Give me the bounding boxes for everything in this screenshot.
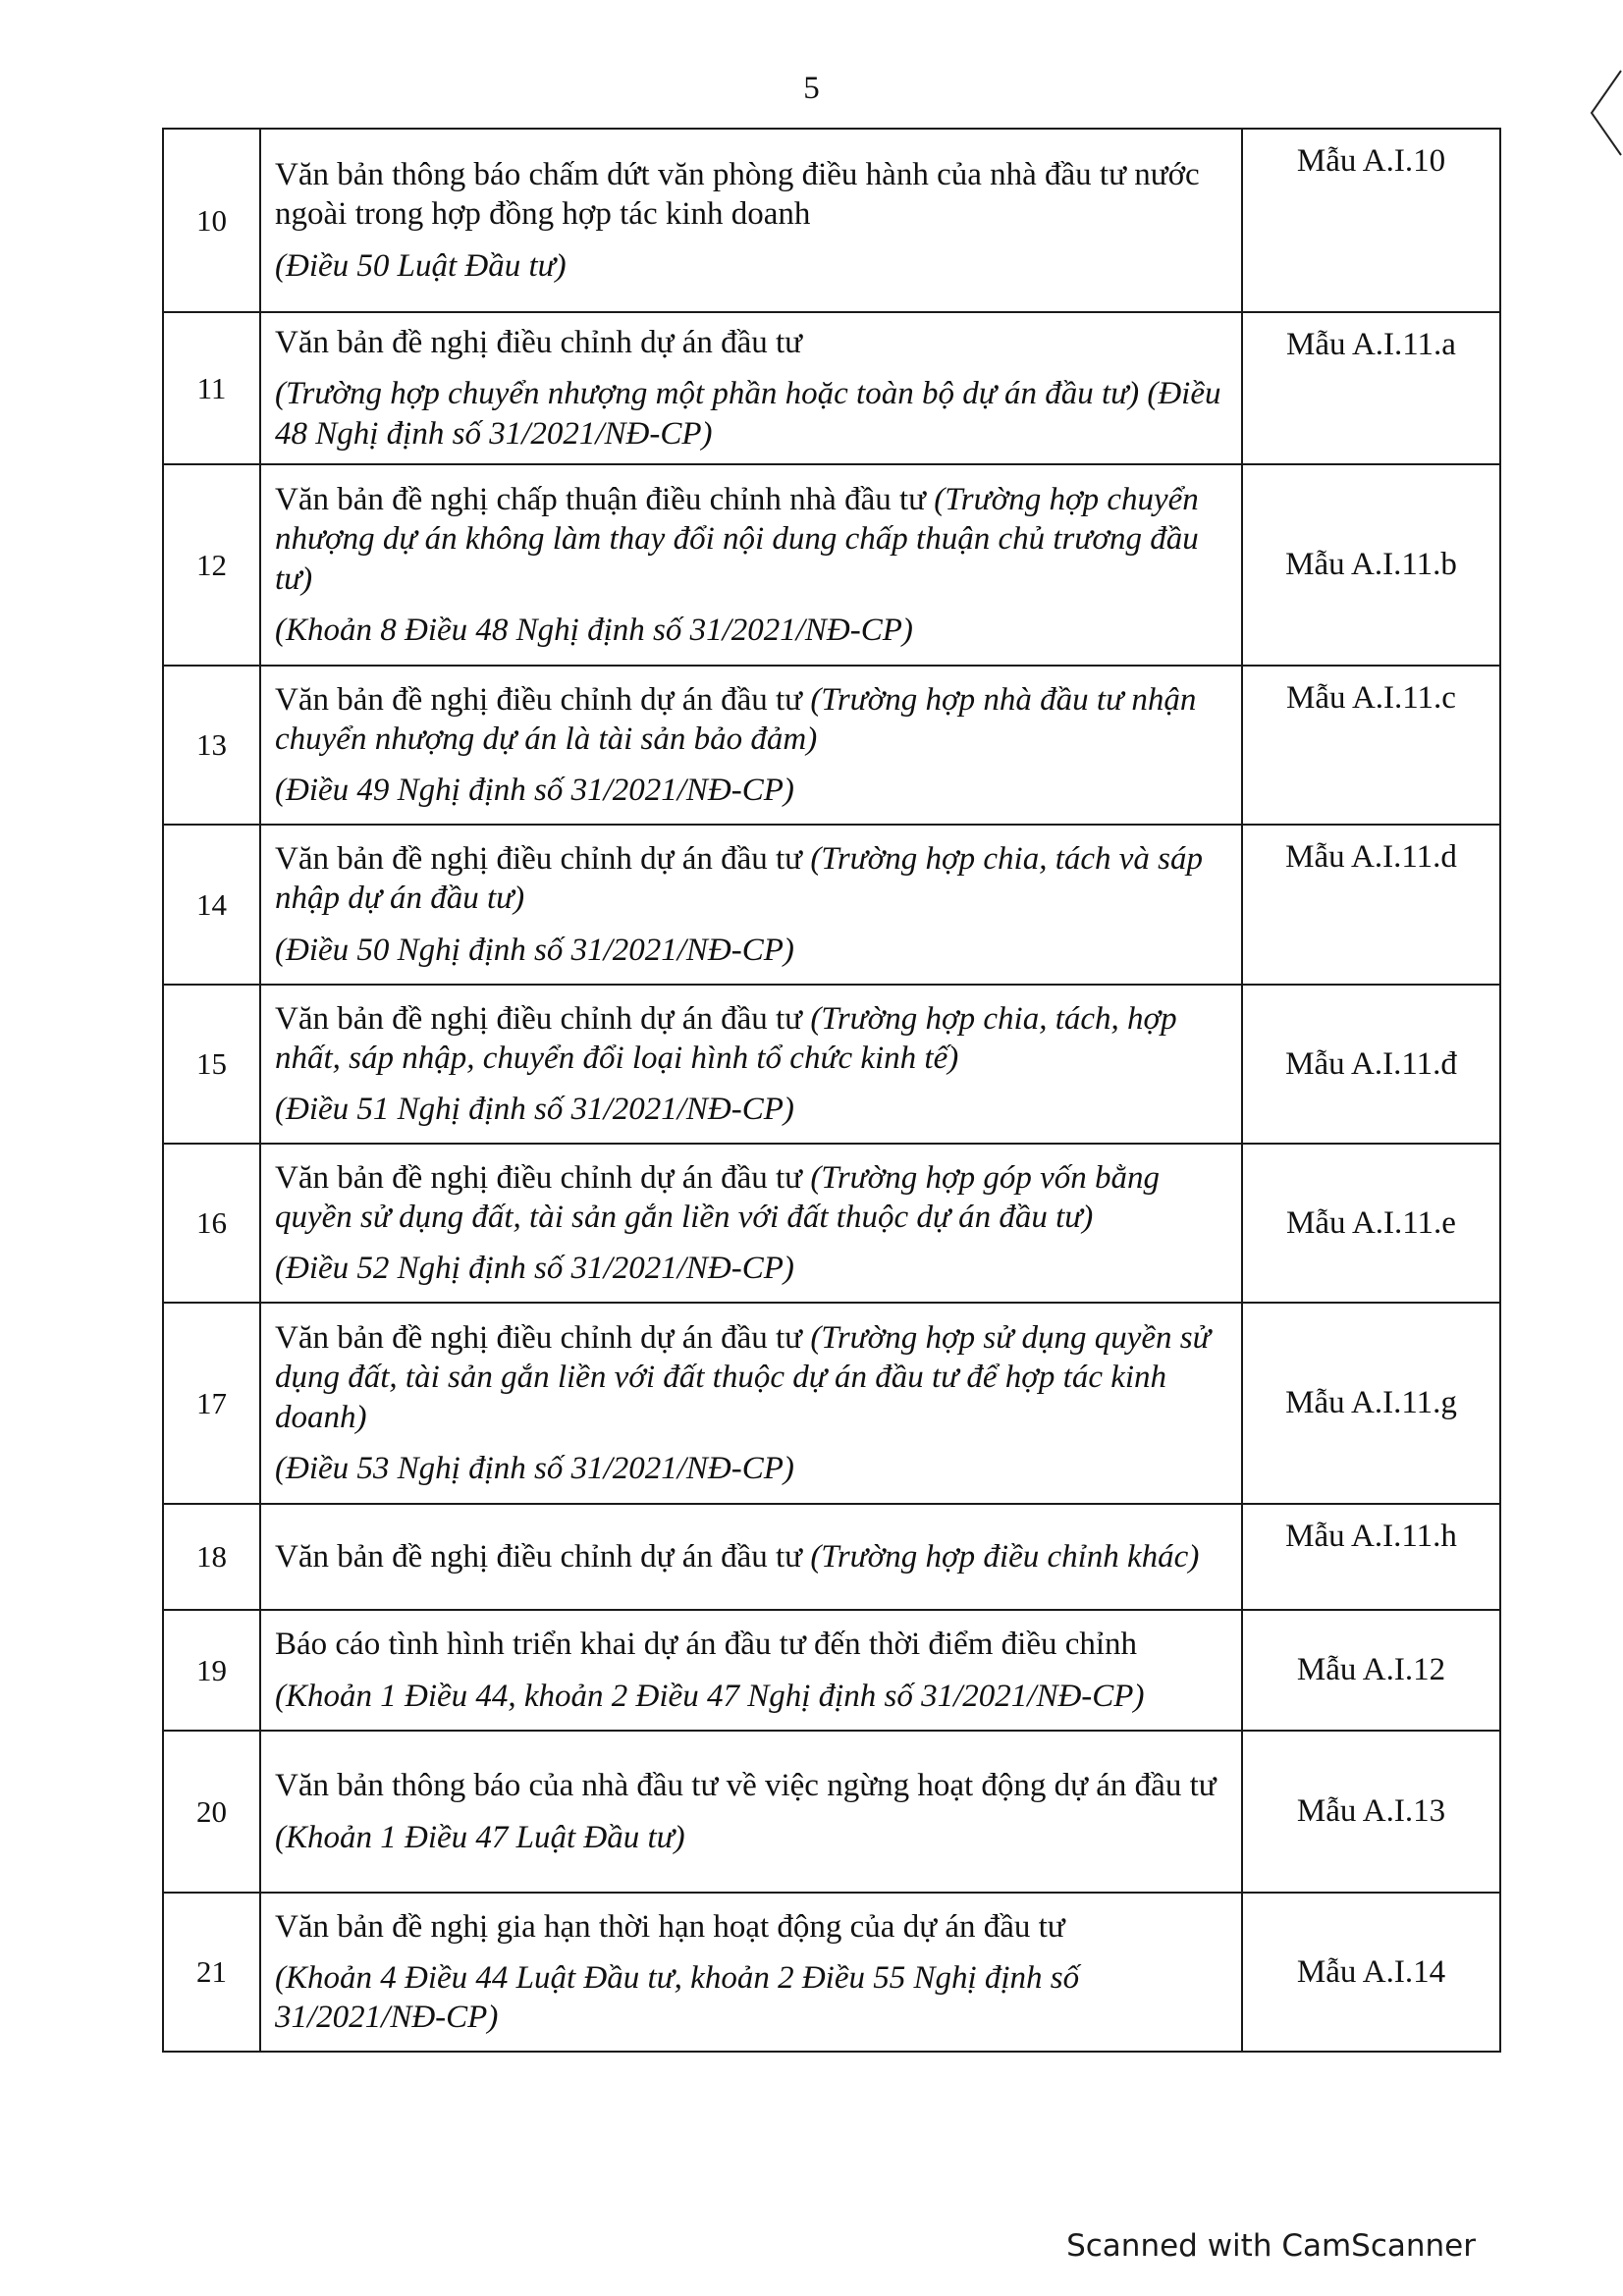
row-description: [260, 1893, 1242, 2052]
row-form-code: Mẫu A.I.11.a: [1242, 312, 1500, 464]
row-form-code: Mẫu A.I.13: [1242, 1731, 1500, 1893]
row-note: (Trường hợp góp vốn bằng quyền sử dụng đất, tài sản gắn liền với đất thuộc dự án đầu tư): [275, 1159, 1161, 1235]
table-row: [163, 129, 1500, 312]
row-description: [260, 1504, 1242, 1610]
table-row: [163, 1610, 1500, 1731]
row-description: [260, 129, 1242, 312]
row-description: [260, 1731, 1242, 1893]
row-number: 19: [163, 1610, 260, 1731]
row-title: Văn bản đề nghị điều chỉnh dự án đầu tư: [275, 1159, 803, 1196]
row-note: (Trường hợp chia, tách, hợp nhất, sáp nhập, chuyển đổi loại hình tổ chức kinh tế): [275, 1000, 1177, 1076]
row-legal-basis: (Điều 49 Nghị định số 31/2021/NĐ-CP): [275, 773, 794, 809]
table-row: [163, 1893, 1500, 2052]
row-number: 14: [163, 825, 260, 985]
page-edge-mark: [1588, 69, 1623, 157]
row-form-code: Mẫu A.I.11.b: [1242, 464, 1500, 666]
row-note: (Trường hợp chia, tách và sáp nhập dự án đầu tư): [275, 841, 1204, 917]
row-legal-basis: (Trường hợp chuyển nhượng một phần hoặc toàn bộ dự án đầu tư) (Điều 48 Nghị định số 31/2021/NĐ-CP): [275, 376, 1221, 452]
row-legal-basis: (Khoản 1 Điều 47 Luật Đầu tư): [275, 1819, 685, 1855]
row-title: Văn bản đề nghị chấp thuận điều chỉnh nhà đầu tư: [275, 482, 927, 517]
table-row: [163, 1731, 1500, 1893]
row-form-code: Mẫu A.I.10: [1242, 129, 1500, 312]
row-description: [260, 825, 1242, 985]
row-title: Văn bản thông báo chấm dứt văn phòng điều hành của nhà đầu tư nước ngoài trong hợp đồng hợp tác kinh doanh: [275, 157, 1200, 233]
row-legal-basis: (Điều 50 Luật Đầu tư): [275, 247, 567, 284]
row-form-code: Mẫu A.I.11.đ: [1242, 985, 1500, 1144]
scanner-watermark: Scanned with CamScanner: [1066, 2228, 1476, 2264]
row-legal-basis: (Điều 53 Nghị định số 31/2021/NĐ-CP): [275, 1450, 794, 1486]
row-legal-basis: (Khoản 1 Điều 44, khoản 2 Điều 47 Nghị định số 31/2021/NĐ-CP): [275, 1678, 1145, 1714]
row-number: 21: [163, 1893, 260, 2052]
row-form-code: Mẫu A.I.14: [1242, 1893, 1500, 2052]
row-title: Văn bản đề nghị gia hạn thời hạn hoạt động của dự án đầu tư: [275, 1908, 1065, 1945]
forms-table: [162, 128, 1501, 2053]
row-note: (Trường hợp chuyển nhượng dự án không làm thay đổi nội dung chấp thuận chủ trương đầu tư): [275, 482, 1199, 597]
row-description: [260, 464, 1242, 666]
row-description: [260, 1303, 1242, 1504]
row-title: Văn bản đề nghị điều chỉnh dự án đầu tư: [275, 325, 803, 361]
row-form-code: Mẫu A.I.11.e: [1242, 1144, 1500, 1303]
row-legal-basis: (Điều 50 Nghị định số 31/2021/NĐ-CP): [275, 932, 794, 968]
row-number: 11: [163, 312, 260, 464]
table-row: [163, 1144, 1500, 1303]
table-row: [163, 985, 1500, 1144]
row-legal-basis: (Điều 52 Nghị định số 31/2021/NĐ-CP): [275, 1251, 794, 1287]
row-title: Văn bản đề nghị điều chỉnh dự án đầu tư: [275, 1000, 803, 1037]
row-number: 17: [163, 1303, 260, 1504]
row-title: Văn bản thông báo của nhà đầu tư về việc ngừng hoạt động dự án đầu tư: [275, 1768, 1217, 1804]
row-legal-basis: (Khoản 4 Điều 44 Luật Đầu tư, khoản 2 Điều 55 Nghị định số 31/2021/NĐ-CP): [275, 1959, 1080, 2036]
row-title: Văn bản đề nghị điều chỉnh dự án đầu tư: [275, 841, 803, 878]
row-title: Văn bản đề nghị điều chỉnh dự án đầu tư: [275, 681, 803, 718]
row-number: 18: [163, 1504, 260, 1610]
row-number: 12: [163, 464, 260, 666]
row-description: [260, 985, 1242, 1144]
row-title: Văn bản đề nghị điều chỉnh dự án đầu tư: [275, 1538, 803, 1575]
table-row: [163, 1303, 1500, 1504]
row-number: 10: [163, 129, 260, 312]
row-description: [260, 666, 1242, 825]
row-description: [260, 312, 1242, 464]
table-row: [163, 1504, 1500, 1610]
row-title: Báo cáo tình hình triển khai dự án đầu tư đến thời điểm điều chỉnh: [275, 1627, 1138, 1663]
row-form-code: Mẫu A.I.11.h: [1242, 1504, 1500, 1610]
table-row: [163, 464, 1500, 666]
row-number: 13: [163, 666, 260, 825]
page-number: 5: [803, 71, 820, 106]
row-description: [260, 1610, 1242, 1731]
row-number: 20: [163, 1731, 260, 1893]
row-form-code: Mẫu A.I.11.d: [1242, 825, 1500, 985]
row-form-code: Mẫu A.I.11.g: [1242, 1303, 1500, 1504]
table-row: [163, 825, 1500, 985]
row-legal-basis: (Điều 51 Nghị định số 31/2021/NĐ-CP): [275, 1092, 794, 1128]
row-note: (Trường hợp điều chỉnh khác): [810, 1538, 1200, 1575]
row-note: (Trường hợp nhà đầu tư nhận chuyển nhượng dự án là tài sản bảo đảm): [275, 681, 1197, 757]
row-title: Văn bản đề nghị điều chỉnh dự án đầu tư: [275, 1320, 803, 1356]
row-legal-basis: (Khoản 8 Điều 48 Nghị định số 31/2021/NĐ-CP): [275, 612, 913, 648]
row-note: (Trường hợp sử dụng quyền sử dụng đất, tài sản gắn liền với đất thuộc dự án đầu tư để hợp tác kinh doanh): [275, 1320, 1211, 1435]
row-number: 16: [163, 1144, 260, 1303]
row-form-code: Mẫu A.I.12: [1242, 1610, 1500, 1731]
table-row: [163, 312, 1500, 464]
row-number: 15: [163, 985, 260, 1144]
table-row: [163, 666, 1500, 825]
row-description: [260, 1144, 1242, 1303]
row-form-code: Mẫu A.I.11.c: [1242, 666, 1500, 825]
